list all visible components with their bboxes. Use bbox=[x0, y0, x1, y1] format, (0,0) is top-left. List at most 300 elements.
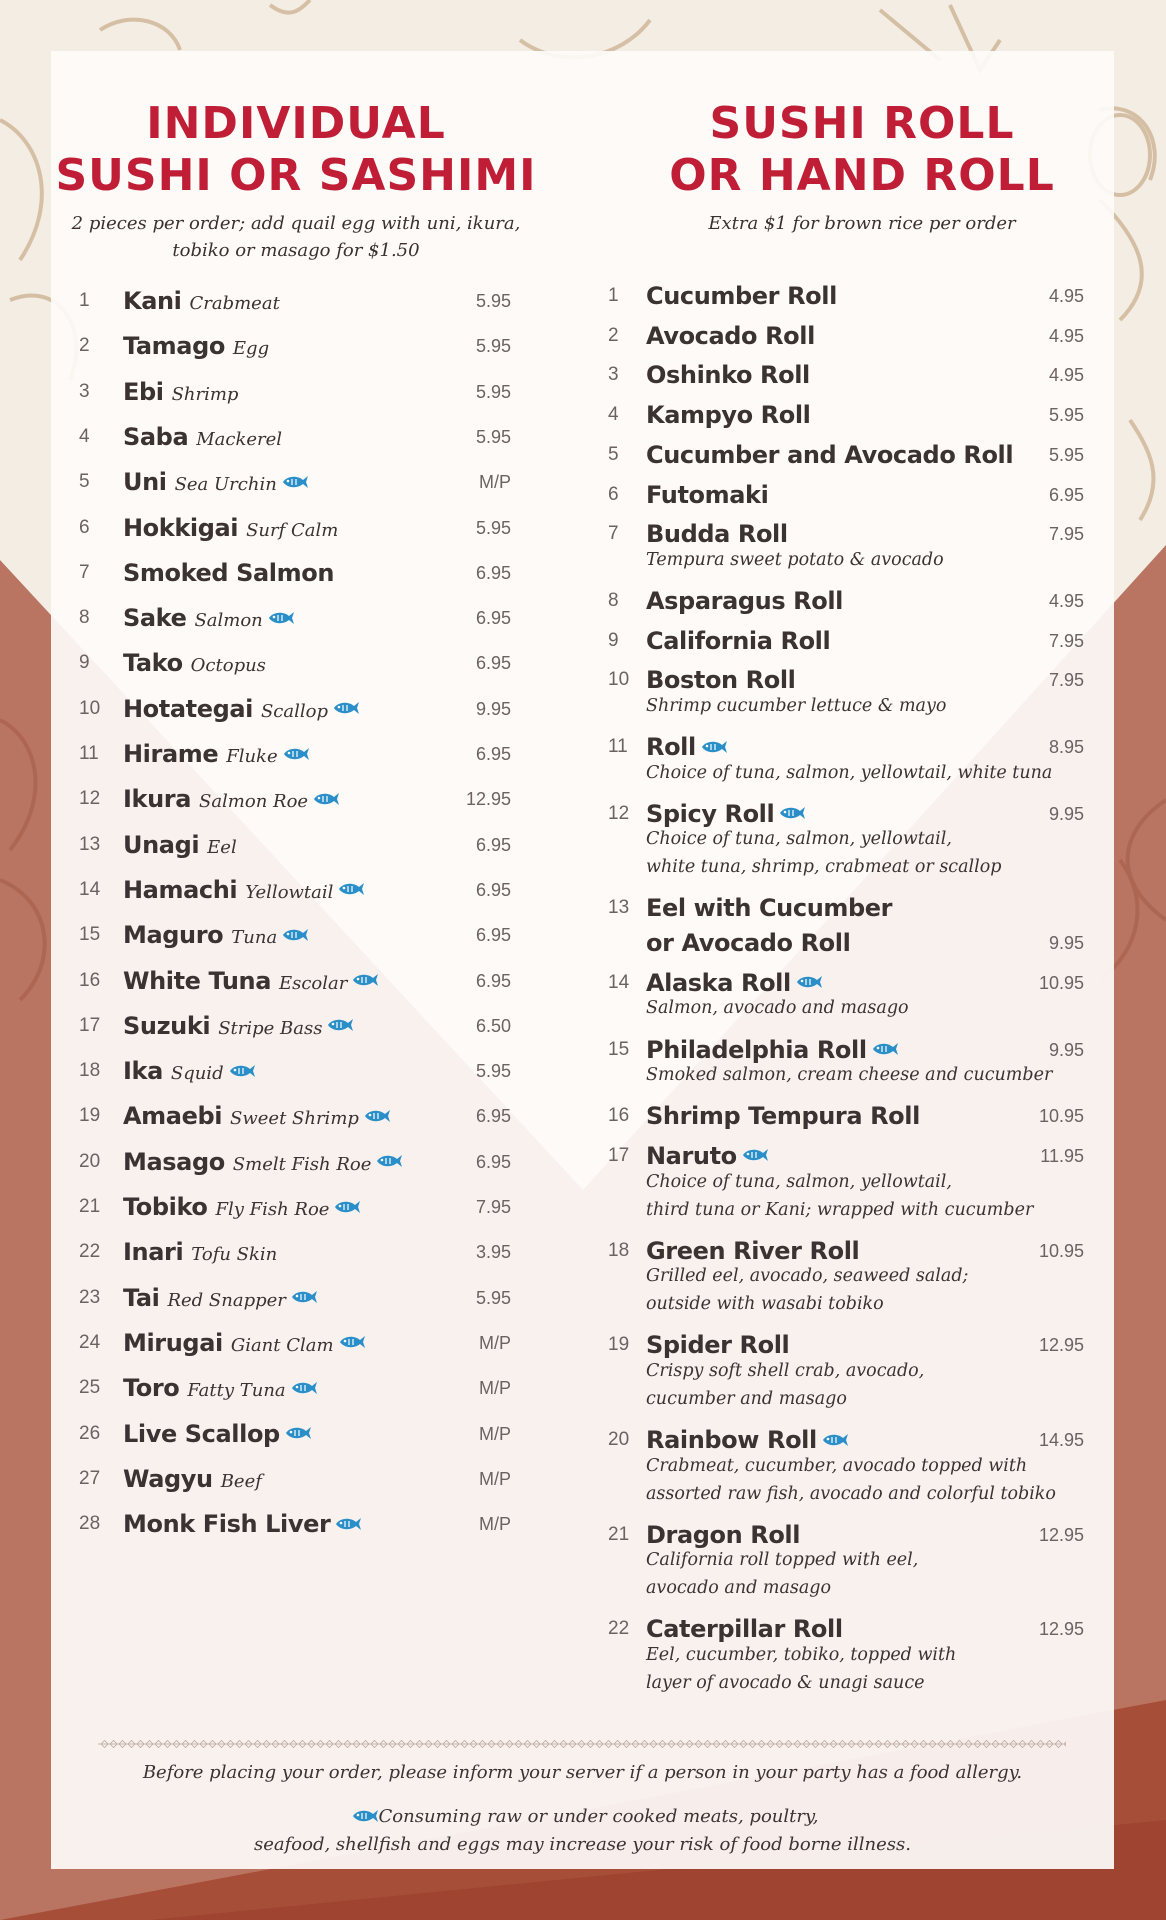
item-description: outside with wasabi tobiko bbox=[646, 1294, 884, 1315]
item-title bbox=[123, 462, 309, 505]
item-name: Asparagus Roll bbox=[646, 586, 843, 615]
item-price: 10.95 bbox=[1038, 972, 1084, 993]
item-price: 8.95 bbox=[1048, 737, 1084, 757]
item-number: 21 bbox=[79, 1196, 101, 1217]
list-item bbox=[79, 462, 511, 502]
item-number: 14 bbox=[608, 971, 630, 993]
fish-icon bbox=[284, 1425, 312, 1441]
item-number: 27 bbox=[79, 1467, 101, 1489]
item-title bbox=[646, 355, 810, 395]
item-name: Wagyu bbox=[123, 1464, 213, 1493]
item-name: California Roll bbox=[646, 626, 831, 655]
list-item bbox=[79, 1232, 511, 1272]
item-number: 8 bbox=[79, 607, 90, 629]
item-number: 18 bbox=[608, 1239, 630, 1261]
item-number: 4 bbox=[79, 425, 90, 447]
item-name: Live Scallop bbox=[123, 1419, 280, 1448]
raw-warning-line1 bbox=[51, 1803, 1114, 1831]
fish-icon bbox=[282, 746, 310, 762]
list-item bbox=[79, 326, 511, 366]
item-price: 5.95 bbox=[1048, 444, 1084, 465]
right-title-line1: SUSHI ROLL bbox=[709, 98, 1015, 149]
item-number: 6 bbox=[79, 516, 90, 538]
item-name: Oshinko Roll bbox=[646, 361, 810, 390]
item-price: 6.95 bbox=[475, 879, 511, 900]
item-number: 15 bbox=[608, 1038, 630, 1060]
list-item bbox=[608, 727, 1084, 795]
item-price: M/P bbox=[478, 1332, 511, 1353]
item-title bbox=[123, 1096, 391, 1139]
item-description: California roll topped with eel, bbox=[646, 1550, 919, 1571]
item-price: 7.95 bbox=[1048, 630, 1084, 651]
item-translation: Octopus bbox=[190, 655, 266, 677]
item-title bbox=[646, 581, 843, 621]
item-title bbox=[123, 1051, 256, 1094]
item-name: Dragon Roll bbox=[646, 1520, 801, 1549]
item-name: Ika bbox=[123, 1057, 163, 1086]
item-translation: Fluke bbox=[226, 746, 278, 767]
item-description: Choice of tuna, salmon, yellowtail, bbox=[646, 1171, 952, 1192]
list-item bbox=[79, 1323, 511, 1363]
item-number: 15 bbox=[79, 924, 101, 946]
item-price: 6.95 bbox=[475, 970, 511, 991]
item-translation: Red Snapper bbox=[167, 1289, 286, 1311]
item-number: 13 bbox=[79, 833, 101, 855]
fish-icon bbox=[312, 791, 340, 807]
item-title bbox=[123, 1414, 312, 1454]
item-name: Boston Roll bbox=[646, 666, 796, 695]
list-item bbox=[79, 870, 511, 910]
fish-icon bbox=[290, 1380, 318, 1396]
item-name: Budda Roll bbox=[646, 520, 788, 549]
item-number: 12 bbox=[608, 802, 630, 824]
item-price: 5.95 bbox=[1048, 405, 1084, 426]
item-name: Monk Fish Liver bbox=[123, 1510, 331, 1539]
item-number: 5 bbox=[608, 443, 619, 465]
item-name: Tobiko bbox=[123, 1193, 208, 1221]
item-name: Tamago bbox=[123, 332, 225, 361]
item-number: 8 bbox=[608, 589, 619, 611]
item-title bbox=[646, 395, 811, 435]
item-number: 10 bbox=[79, 697, 101, 719]
item-name: Saba bbox=[123, 422, 189, 451]
fish-icon bbox=[326, 1017, 354, 1033]
item-name: Hotategai bbox=[123, 694, 253, 723]
list-item bbox=[79, 825, 511, 865]
item-price: 6.95 bbox=[475, 608, 511, 629]
item-translation: Tuna bbox=[231, 927, 278, 949]
item-price: 4.95 bbox=[1048, 286, 1084, 306]
item-name-line2: or Avocado Roll bbox=[646, 929, 851, 958]
item-number: 21 bbox=[608, 1523, 630, 1545]
list-item bbox=[79, 1459, 511, 1499]
fish-icon bbox=[375, 1153, 403, 1169]
item-price: 7.95 bbox=[1048, 524, 1084, 545]
item-price: 4.95 bbox=[1048, 365, 1084, 386]
list-item bbox=[79, 1414, 511, 1454]
item-title bbox=[123, 1459, 262, 1502]
item-number: 18 bbox=[79, 1060, 101, 1082]
item-translation: Fatty Tuna bbox=[187, 1380, 286, 1402]
item-price: 6.95 bbox=[475, 744, 511, 764]
item-price: M/P bbox=[478, 1378, 511, 1399]
item-price: 6.95 bbox=[475, 562, 511, 583]
item-description: layer of avocado & unagi sauce bbox=[646, 1673, 925, 1694]
left-subtitle bbox=[51, 210, 541, 264]
item-price: 7.95 bbox=[475, 1197, 511, 1217]
item-translation: Tofu Skin bbox=[191, 1244, 278, 1266]
fish-icon bbox=[363, 1108, 391, 1124]
list-item bbox=[79, 1096, 511, 1136]
item-price: 4.95 bbox=[1048, 590, 1084, 611]
item-translation: Yellowtail bbox=[245, 881, 334, 903]
item-description: Salmon, avocado and masago bbox=[646, 998, 909, 1019]
fish-icon bbox=[228, 1063, 256, 1079]
item-name: Naruto bbox=[646, 1141, 737, 1170]
item-name: Green River Roll bbox=[646, 1236, 860, 1265]
item-title bbox=[123, 553, 334, 593]
item-name: Hirame bbox=[123, 740, 219, 768]
item-number: 11 bbox=[79, 743, 99, 764]
item-name: Kani bbox=[123, 287, 182, 315]
item-number: 9 bbox=[608, 629, 619, 651]
right-title bbox=[617, 98, 1107, 202]
list-item bbox=[79, 1187, 511, 1227]
fish-icon bbox=[334, 1516, 362, 1532]
item-translation: Squid bbox=[170, 1063, 224, 1085]
item-number: 3 bbox=[608, 364, 619, 386]
item-name: Spider Roll bbox=[646, 1331, 790, 1360]
item-price: 5.95 bbox=[475, 426, 511, 447]
item-title bbox=[123, 372, 238, 415]
item-name: Inari bbox=[123, 1238, 184, 1267]
list-item bbox=[608, 276, 1084, 316]
item-price: 5.95 bbox=[475, 1061, 511, 1082]
item-translation: Smelt Fish Roe bbox=[232, 1153, 372, 1175]
list-item bbox=[608, 1096, 1084, 1136]
left-title-line2: SUSHI OR SASHIMI bbox=[55, 150, 537, 201]
item-description: cucumber and masago bbox=[646, 1388, 847, 1409]
item-translation: Salmon Roe bbox=[198, 791, 309, 813]
list-item bbox=[608, 355, 1084, 395]
fish-icon bbox=[338, 1334, 366, 1350]
item-number: 2 bbox=[79, 335, 90, 357]
raw-warning bbox=[51, 1803, 1114, 1859]
item-number: 10 bbox=[608, 669, 630, 691]
list-item bbox=[608, 1231, 1084, 1327]
left-subtitle-line2: tobiko or masago for $1.50 bbox=[172, 240, 420, 261]
item-number: 17 bbox=[79, 1014, 101, 1036]
item-number: 4 bbox=[608, 404, 619, 426]
fish-icon bbox=[333, 1199, 361, 1215]
item-number: 23 bbox=[79, 1286, 101, 1308]
right-subtitle-line: Extra $1 for brown rice per order bbox=[708, 213, 1016, 234]
item-description: avocado and masago bbox=[646, 1578, 832, 1599]
item-translation: Sea Urchin bbox=[174, 474, 277, 496]
item-number: 9 bbox=[79, 652, 90, 674]
item-title bbox=[123, 915, 309, 958]
item-translation: Beef bbox=[220, 1470, 262, 1492]
item-name: Rainbow Roll bbox=[646, 1426, 817, 1454]
item-name: Alaska Roll bbox=[646, 968, 791, 997]
item-price: 6.95 bbox=[475, 1106, 511, 1127]
item-title bbox=[123, 1006, 354, 1049]
item-translation: Scallop bbox=[260, 700, 328, 722]
raw-warning-line2: seafood, shellfish and eggs may increase your risk of food borne illness. bbox=[253, 1834, 912, 1855]
allergy-notice: Before placing your order, please inform your server if a person in your party has a food allergy. bbox=[142, 1762, 1023, 1783]
item-number: 1 bbox=[608, 285, 619, 306]
item-name: Avocado Roll bbox=[646, 321, 815, 350]
list-item bbox=[608, 395, 1084, 435]
list-item bbox=[608, 316, 1084, 356]
list-item bbox=[79, 417, 511, 457]
item-price: 9.95 bbox=[1048, 1039, 1084, 1060]
item-description: Grilled eel, avocado, seaweed salad; bbox=[646, 1266, 969, 1287]
item-translation: Escolar bbox=[278, 972, 348, 994]
raw-warning-text1: Consuming raw or under cooked meats, poultry, bbox=[378, 1806, 819, 1827]
item-translation: Mackerel bbox=[196, 428, 283, 450]
item-name: Philadelphia Roll bbox=[646, 1035, 867, 1064]
item-price: 6.50 bbox=[475, 1015, 511, 1036]
item-number: 26 bbox=[79, 1422, 101, 1444]
item-price: 6.95 bbox=[1048, 484, 1084, 505]
item-translation: Stripe Bass bbox=[218, 1017, 323, 1039]
item-title bbox=[123, 689, 360, 732]
item-name: Roll bbox=[646, 733, 696, 761]
item-name: Ebi bbox=[123, 377, 164, 406]
item-title bbox=[123, 1278, 318, 1321]
item-translation: Fly Fish Roe bbox=[215, 1199, 330, 1220]
item-description: Tempura sweet potato & avocado bbox=[646, 549, 944, 570]
item-description: Choice of tuna, salmon, yellowtail, white tuna bbox=[646, 762, 1053, 783]
item-title bbox=[123, 734, 310, 777]
item-price: 3.95 bbox=[475, 1242, 511, 1263]
item-name: Suzuki bbox=[123, 1011, 211, 1040]
item-translation: Egg bbox=[232, 338, 270, 360]
item-price: 12.95 bbox=[1038, 1524, 1084, 1545]
fish-icon bbox=[351, 972, 379, 988]
item-title bbox=[646, 316, 815, 356]
item-price: 5.95 bbox=[475, 291, 511, 311]
item-description: Shrimp cucumber lettuce & mayo bbox=[646, 695, 947, 716]
item-name: Cucumber Roll bbox=[646, 282, 837, 310]
list-item bbox=[608, 888, 1084, 967]
item-title bbox=[123, 1323, 366, 1366]
list-item bbox=[79, 643, 511, 683]
item-name: Amaebi bbox=[123, 1102, 223, 1131]
item-number: 20 bbox=[608, 1429, 630, 1450]
list-item bbox=[608, 1515, 1084, 1611]
item-price: M/P bbox=[478, 472, 511, 493]
item-number: 2 bbox=[608, 324, 619, 346]
list-item bbox=[79, 1051, 511, 1091]
item-title bbox=[123, 417, 282, 460]
fish-icon bbox=[821, 1432, 849, 1448]
item-description: assorted raw fish, avocado and colorful tobiko bbox=[646, 1483, 1056, 1504]
item-price: 9.95 bbox=[475, 698, 511, 719]
item-price: 5.95 bbox=[475, 1287, 511, 1308]
item-name: Kampyo Roll bbox=[646, 401, 811, 430]
list-item bbox=[79, 915, 511, 955]
item-title bbox=[646, 621, 830, 661]
item-title bbox=[123, 870, 365, 913]
fish-icon bbox=[700, 739, 728, 755]
item-price: M/P bbox=[478, 1514, 511, 1535]
list-item bbox=[608, 963, 1084, 1031]
item-name: Tai bbox=[123, 1283, 160, 1312]
list-item bbox=[79, 1006, 511, 1046]
item-name: Ikura bbox=[123, 785, 192, 814]
item-number: 12 bbox=[79, 788, 101, 810]
list-item bbox=[79, 553, 511, 593]
list-item bbox=[79, 508, 511, 548]
item-price: 6.95 bbox=[475, 834, 511, 855]
fish-icon bbox=[778, 805, 806, 821]
list-item bbox=[608, 660, 1084, 728]
item-translation: Shrimp bbox=[171, 383, 239, 405]
item-title bbox=[646, 435, 1013, 475]
item-title bbox=[123, 281, 280, 324]
left-title bbox=[51, 98, 541, 202]
item-number: 24 bbox=[79, 1331, 101, 1353]
right-subtitle bbox=[617, 210, 1107, 237]
list-item bbox=[608, 581, 1084, 621]
item-title bbox=[123, 508, 338, 551]
item-description: Eel, cucumber, tobiko, topped with bbox=[646, 1645, 957, 1666]
item-translation: Surf Calm bbox=[246, 519, 339, 541]
item-description: Choice of tuna, salmon, yellowtail, bbox=[646, 829, 952, 850]
list-item bbox=[79, 734, 511, 774]
fish-icon bbox=[741, 1147, 769, 1163]
item-price: 14.95 bbox=[1038, 1430, 1084, 1450]
item-name: Mirugai bbox=[123, 1328, 223, 1357]
item-title bbox=[123, 1142, 403, 1185]
list-item bbox=[79, 1368, 511, 1408]
item-translation: Sweet Shrimp bbox=[230, 1108, 359, 1130]
list-item bbox=[79, 598, 511, 638]
item-number: 13 bbox=[608, 897, 630, 919]
item-number: 14 bbox=[79, 878, 101, 900]
item-number: 6 bbox=[608, 483, 619, 505]
item-price: 9.95 bbox=[1048, 803, 1084, 824]
item-name: Masago bbox=[123, 1147, 225, 1176]
item-description: Crabmeat, cucumber, avocado topped with bbox=[646, 1455, 1028, 1476]
item-price: 4.95 bbox=[1048, 325, 1084, 346]
item-name: Toro bbox=[123, 1374, 180, 1403]
item-number: 11 bbox=[608, 736, 628, 757]
item-title bbox=[123, 1232, 277, 1275]
item-price: 6.95 bbox=[475, 653, 511, 674]
item-number: 16 bbox=[79, 969, 101, 991]
item-description: white tuna, shrimp, crabmeat or scallop bbox=[646, 857, 1002, 878]
item-price: 10.95 bbox=[1038, 1106, 1084, 1127]
item-name: Caterpillar Roll bbox=[646, 1615, 843, 1644]
list-item bbox=[608, 435, 1084, 475]
list-item bbox=[79, 689, 511, 729]
item-price: 5.95 bbox=[475, 517, 511, 538]
item-price: 10.95 bbox=[1038, 1240, 1084, 1261]
list-item bbox=[79, 1278, 511, 1318]
list-item bbox=[79, 372, 511, 412]
item-number: 16 bbox=[608, 1105, 630, 1127]
item-title bbox=[123, 779, 340, 822]
item-price: 9.95 bbox=[1048, 933, 1084, 954]
item-description: third tuna or Kani; wrapped with cucumber bbox=[646, 1199, 1034, 1220]
list-item bbox=[608, 1136, 1084, 1232]
list-item bbox=[79, 281, 511, 321]
fish-icon bbox=[281, 927, 309, 943]
item-name: Smoked Salmon bbox=[123, 558, 334, 587]
item-number: 17 bbox=[608, 1144, 630, 1166]
item-number: 7 bbox=[608, 523, 619, 545]
fish-icon bbox=[290, 1289, 318, 1305]
fish-icon bbox=[267, 610, 295, 626]
item-title bbox=[123, 961, 379, 1004]
item-translation: Giant Clam bbox=[230, 1334, 334, 1356]
item-price: 12.95 bbox=[465, 789, 511, 810]
list-item bbox=[608, 1325, 1084, 1421]
item-description: Smoked salmon, cream cheese and cucumber bbox=[646, 1065, 1053, 1086]
footer-divider bbox=[98, 1738, 1066, 1750]
item-title bbox=[646, 475, 768, 515]
item-title bbox=[123, 643, 266, 686]
list-item bbox=[608, 1030, 1084, 1098]
list-item bbox=[79, 779, 511, 819]
item-title bbox=[123, 598, 295, 641]
item-title bbox=[123, 326, 269, 369]
item-price: 6.95 bbox=[475, 925, 511, 946]
item-name: Tako bbox=[123, 649, 183, 678]
item-translation: Salmon bbox=[194, 610, 263, 632]
fish-icon bbox=[337, 881, 365, 897]
item-title bbox=[123, 1504, 362, 1544]
item-price: 5.95 bbox=[475, 381, 511, 402]
item-name: Eel with Cucumber bbox=[646, 894, 893, 923]
item-number: 19 bbox=[608, 1334, 630, 1356]
list-item bbox=[608, 794, 1084, 890]
item-price: M/P bbox=[478, 1468, 511, 1489]
item-translation: Eel bbox=[207, 836, 237, 858]
item-number: 25 bbox=[79, 1377, 101, 1399]
item-name: Unagi bbox=[123, 830, 200, 859]
item-price: 12.95 bbox=[1038, 1619, 1084, 1640]
item-price: 7.95 bbox=[1048, 670, 1084, 691]
item-number: 1 bbox=[79, 290, 90, 311]
item-name: Sake bbox=[123, 604, 187, 633]
item-title bbox=[123, 1368, 318, 1411]
item-title bbox=[646, 276, 837, 316]
item-title bbox=[123, 825, 237, 868]
list-item bbox=[608, 475, 1084, 515]
list-item bbox=[79, 1504, 511, 1544]
item-title bbox=[646, 1096, 920, 1136]
right-title-line2: OR HAND ROLL bbox=[669, 150, 1055, 201]
item-price: 6.95 bbox=[475, 1151, 511, 1172]
list-item bbox=[79, 1142, 511, 1182]
left-subtitle-line1: 2 pieces per order; add quail egg with uni, ikura, bbox=[71, 213, 521, 234]
item-name: Spicy Roll bbox=[646, 799, 775, 828]
item-number: 19 bbox=[79, 1105, 101, 1127]
item-name: Uni bbox=[123, 468, 167, 497]
list-item bbox=[608, 1420, 1084, 1516]
item-number: 5 bbox=[79, 471, 90, 493]
item-number: 7 bbox=[79, 561, 90, 583]
fish-icon bbox=[281, 474, 309, 490]
item-name: Futomaki bbox=[646, 480, 769, 509]
list-item bbox=[608, 1609, 1084, 1705]
item-name: Shrimp Tempura Roll bbox=[646, 1102, 920, 1131]
fish-icon bbox=[795, 974, 823, 990]
